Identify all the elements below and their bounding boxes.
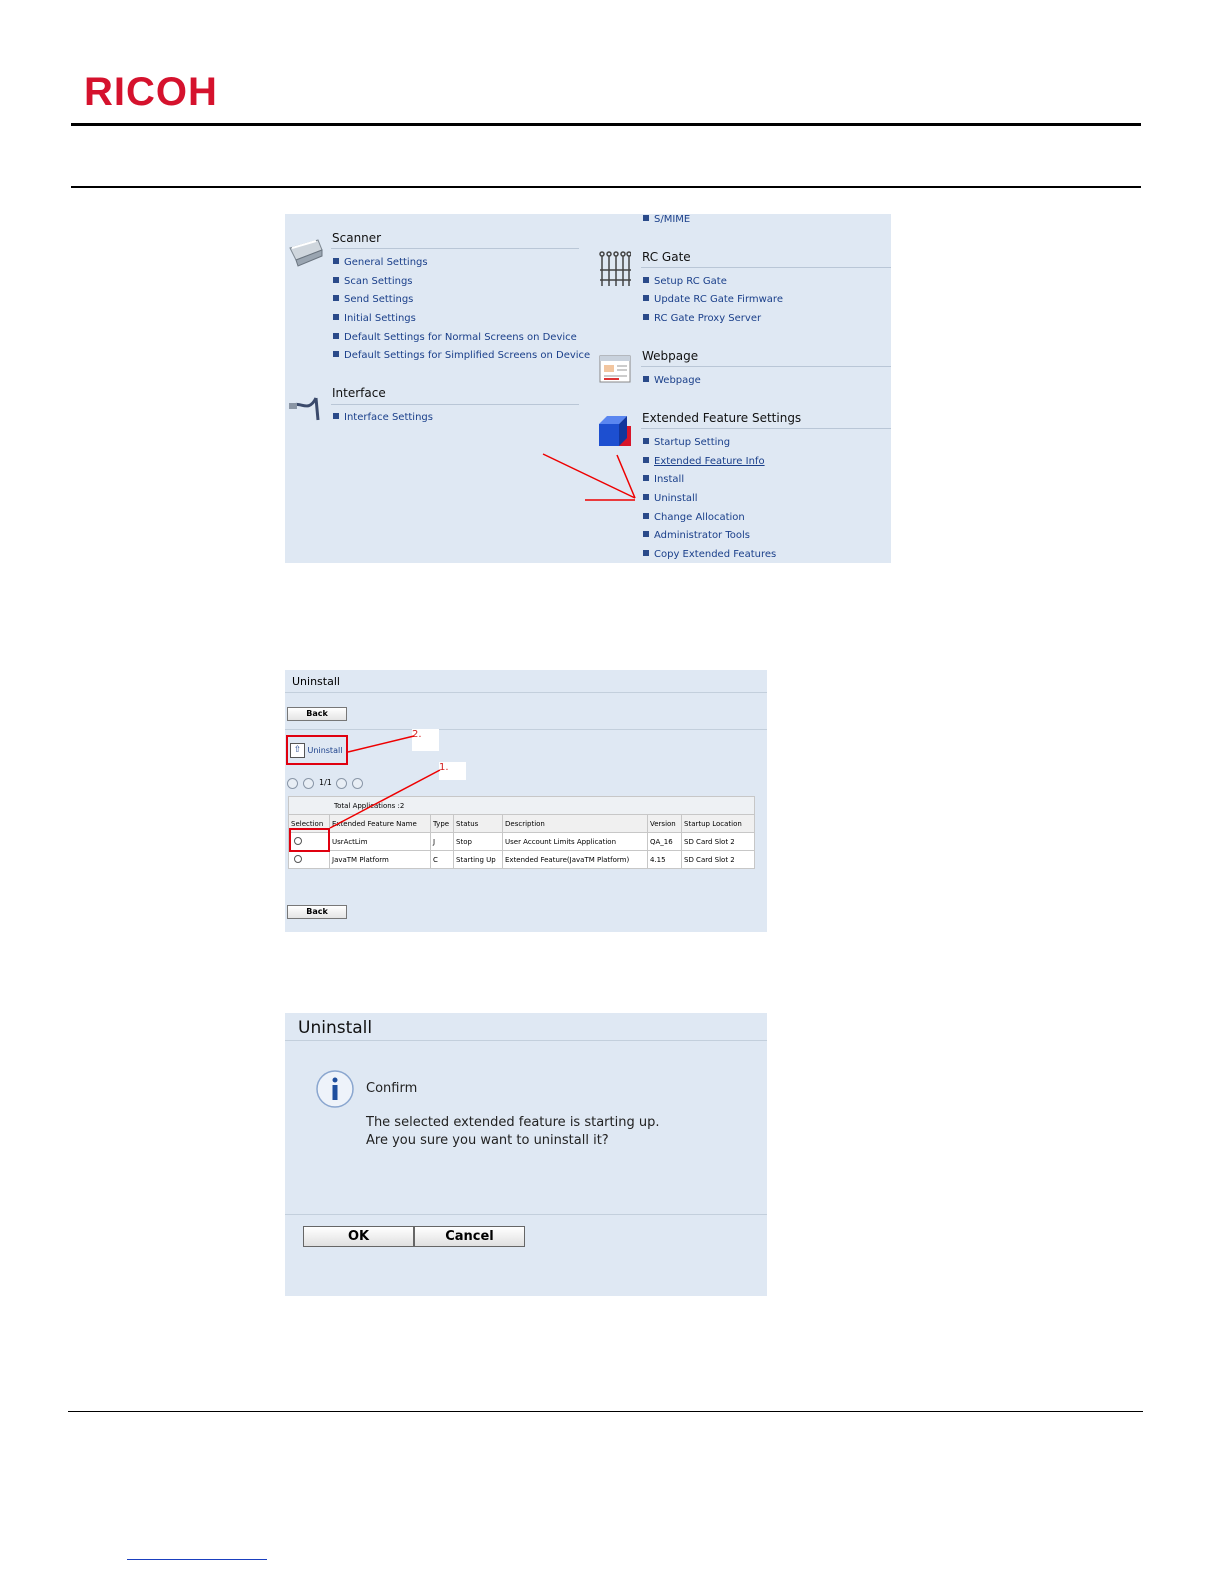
first-page-icon[interactable] <box>287 778 298 789</box>
table-cell: Stop <box>454 833 503 851</box>
back-button-top[interactable]: Back <box>287 707 347 721</box>
webpage-divider <box>641 366 891 367</box>
scanner-icon <box>288 234 324 272</box>
menu-item-uninstall[interactable]: Uninstall <box>643 493 698 504</box>
callout-2: 2. <box>412 729 439 751</box>
callout-lines <box>326 730 446 834</box>
rc-gate-divider <box>641 267 891 268</box>
menu-item[interactable]: Default Settings for Simplified Screens on Device <box>333 350 590 361</box>
header-rule-bottom <box>71 186 1141 188</box>
dialog-message-line2: Are you sure you want to uninstall it? <box>366 1133 609 1148</box>
table-cell: Extended Feature(JavaTM Platform) <box>503 851 648 869</box>
extended-feature-title: Extended Feature Settings <box>642 411 802 425</box>
table-cell: User Account Limits Application <box>503 833 648 851</box>
table-cell: C <box>431 851 454 869</box>
menu-item[interactable]: Webpage <box>643 375 701 386</box>
rc-gate-icon <box>599 250 631 292</box>
menu-item[interactable]: S/MIME <box>643 214 690 225</box>
webpage-icon <box>599 354 633 388</box>
table-cell: SD Card Slot 2 <box>682 833 755 851</box>
confirm-dialog <box>285 1013 767 1296</box>
footer-link-underline[interactable] <box>127 1559 267 1560</box>
selection-radio[interactable] <box>294 855 302 863</box>
upload-arrow-icon: ⇧ <box>290 743 305 758</box>
menu-item[interactable]: Update RC Gate Firmware <box>643 294 783 305</box>
column-header: Extended Feature Name <box>330 815 431 833</box>
back-button-bottom[interactable]: Back <box>287 905 347 919</box>
ok-button[interactable]: OK <box>303 1226 414 1247</box>
title-divider <box>285 692 767 693</box>
extended-feature-divider <box>641 428 891 429</box>
column-header: Description <box>503 815 648 833</box>
table-cell: SD Card Slot 2 <box>682 851 755 869</box>
menu-item[interactable]: Extended Feature Info <box>643 456 765 467</box>
menu-item[interactable]: Administrator Tools <box>643 530 750 541</box>
menu-item[interactable]: Interface Settings <box>333 412 433 423</box>
dialog-message-line1: The selected extended feature is starting up. <box>366 1115 660 1130</box>
menu-item[interactable]: Setup RC Gate <box>643 276 727 287</box>
page-indicator: 1/1 <box>319 778 332 787</box>
webpage-title: Webpage <box>642 349 699 363</box>
interface-divider <box>331 404 579 405</box>
scanner-title: Scanner <box>332 231 382 245</box>
rc-gate-title: RC Gate <box>642 250 691 264</box>
callout-1: 1. <box>439 762 466 780</box>
table-row <box>289 851 755 869</box>
menu-item[interactable]: Install <box>643 474 684 485</box>
settings-menu-panel <box>285 214 891 563</box>
dialog-title-divider <box>285 1040 767 1041</box>
dialog-title: Uninstall <box>298 1018 373 1038</box>
selection-cell[interactable] <box>289 851 330 869</box>
red-arrow-annotation <box>535 450 645 506</box>
table-cell: QA_16 <box>648 833 682 851</box>
interface-title: Interface <box>332 386 386 400</box>
uninstall-list-title: Uninstall <box>292 675 340 688</box>
menu-item[interactable]: Initial Settings <box>333 313 416 324</box>
prev-page-icon[interactable] <box>303 778 314 789</box>
column-header: Selection <box>289 815 330 833</box>
table-cell: J <box>431 833 454 851</box>
table-cell: 4.15 <box>648 851 682 869</box>
table-cell: Starting Up <box>454 851 503 869</box>
uninstall-link[interactable]: ⇧ Uninstall <box>290 743 342 758</box>
table-cell: UsrActLim <box>330 833 431 851</box>
selection-highlight <box>289 828 330 852</box>
menu-item[interactable]: Send Settings <box>333 294 413 305</box>
dialog-footer-divider <box>285 1214 767 1215</box>
menu-item[interactable]: Default Settings for Normal Screens on Device <box>333 332 577 343</box>
ricoh-logo: RICOH <box>84 70 218 114</box>
interface-cable-icon <box>288 390 324 428</box>
menu-item[interactable]: Startup Setting <box>643 437 730 448</box>
footer-rule <box>68 1411 1143 1412</box>
menu-item[interactable]: Scan Settings <box>333 276 413 287</box>
menu-item[interactable]: RC Gate Proxy Server <box>643 313 761 324</box>
menu-item[interactable]: Change Allocation <box>643 512 745 523</box>
column-header: Version <box>648 815 682 833</box>
cancel-button[interactable]: Cancel <box>414 1226 525 1247</box>
dialog-heading: Confirm <box>366 1081 418 1096</box>
column-header: Startup Location <box>682 815 755 833</box>
total-applications: Total Applications :2 <box>289 797 755 815</box>
scanner-divider <box>331 248 579 249</box>
menu-item[interactable]: Copy Extended Features <box>643 549 776 560</box>
column-header: Type <box>431 815 454 833</box>
header-rule-top <box>71 123 1141 126</box>
table-row <box>289 833 755 851</box>
column-header: Status <box>454 815 503 833</box>
menu-item[interactable]: General Settings <box>333 257 428 268</box>
table-cell: JavaTM Platform <box>330 851 431 869</box>
info-icon <box>315 1069 355 1113</box>
